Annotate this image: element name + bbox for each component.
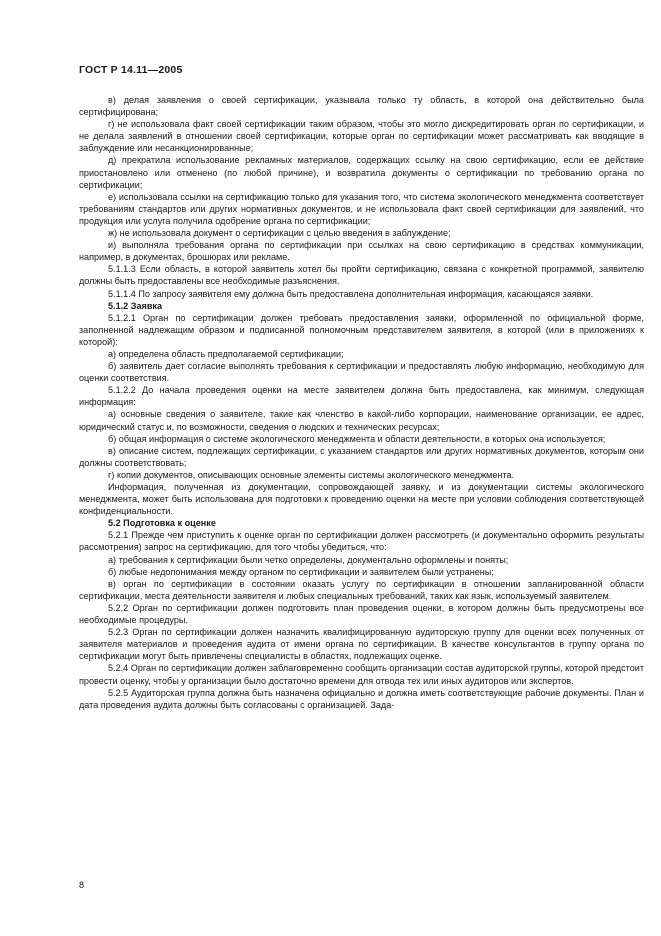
paragraph: 5.1.2.1 Орган по сертификации должен требовать предоставления заявки, оформленной по официальной форме, заполненной надлежащим образом и подписанной полномочным представителем заявителя, в которой (или в приложениях к которой): [79,312,644,347]
paragraph: 5.1.2.2 До начала проведения оценки на месте заявителем должна быть предоставлена, как минимум, следующая информация: [79,385,644,408]
paragraph: а) требования к сертификации были четко определены, документально оформлены и поняты; [108,554,509,565]
paragraph: 5.2.5 Аудиторская группа должна быть назначена официально и должна иметь соответствующие рабочие документы. План и дата проведения аудита должны быть согласованы с организацией. Зада- [79,687,644,710]
paragraph: д) прекратила использование рекламных материалов, содержащих ссылку на свою сертификацию, если ее действие приостановлено или отменено (по любой причине), и возвратила документы о сертификации по требованию органа по сертификации; [79,155,644,190]
paragraph: а) основные сведения о заявителе, такие как членство в какой-либо корпорации, наименование организации, ее адрес, юридический статус и, по возможности, сведения о людских и технических ресурсах; [79,409,644,432]
paragraph: 5.2.4 Орган по сертификации должен заблаговременно сообщить организации состав аудиторской группы, которой предстоит провести оценку, чтобы у организации было достаточно времени для отвода тех или иных аудиторов или экспертов. [79,663,644,686]
document-header: ГОСТ Р 14.11—2005 [79,64,183,76]
paragraph: б) общая информация о системе экологического менеджмента и области деятельности, в которых она используется; [108,433,606,444]
paragraph: ж) не использовала документ о сертификации с целью введения в заблуждение; [108,228,451,239]
paragraph: б) любые недопонимания между органом по сертификации и заявителем были устранены; [108,566,494,577]
section-heading: 5.1.2 Заявка [108,300,163,311]
paragraph: г) не использовала факт своей сертификации таким образом, чтобы это могло дискредитировать орган по сертификации, и не делала заявлений в отношении своей сертификации, которые орган по сертификации может рассматривать как вводящие в заблуждение или несанкционированные; [79,119,644,154]
paragraph: г) копии документов, описывающих основные элементы системы экологического менеджмента. [108,469,515,480]
section-heading: 5.2 Подготовка к оценке [108,518,216,529]
paragraph: и) выполняла требования органа по сертификации при ссылках на свою сертификацию в средствах коммуникации, например, в документах, брошюрах или рекламе. [79,240,644,263]
paragraph: 5.1.1.3 Если область, в которой заявитель хотел бы пройти сертификацию, связана с конкретной программой, заявителю должны быть предоставлены все необходимые разъяснения. [79,264,644,287]
paragraph: в) описание систем, подлежащих сертификации, с указанием стандартов или других нормативных документов, которым они должны соответствовать; [79,445,644,468]
document-body [79,94,644,711]
paragraph: 5.1.1.4 По запросу заявителя ему должна быть предоставлена дополнительная информация, касающаяся заявки. [108,288,594,299]
paragraph: 5.2.1 Прежде чем приступить к оценке орган по сертификации должен рассмотреть (и документально оформить результаты рассмотрения) запрос на сертификацию, для того чтобы убедиться, что: [79,530,644,553]
paragraph: 5.2.2 Орган по сертификации должен подготовить план проведения оценки, в котором должны быть предусмотрены все необходимые процедуры. [79,602,644,626]
paragraph: в) делая заявления о своей сертификации, указывала только ту область, в которой она действительно была сертифицирована; [79,95,644,118]
paragraph: 5.2.3 Орган по сертификации должен назначить квалифицированную аудиторскую группу для оценки всех полученных от заявителя материалов и проведения аудита от имени органа по сертификации. В качестве консультантов в группу органа по сертификации могут быть привлечены специалисты в областях, подлежащих оценке. [79,627,644,662]
paragraph: б) заявитель дает согласие выполнять требования к сертификации и предоставлять любую информацию, необходимую для оценки соответствия. [79,361,644,384]
page-number: 8 [79,880,85,890]
paragraph: е) использовала ссылки на сертификацию только для указания того, что система экологического менеджмента соответствует требованиям стандартов или других нормативных документов, и не использовала факт своей сертификации для заявлений, что продукция или услуга получила одобрение органа по сертификации; [79,191,644,226]
paragraph: а) определена область предполагаемой сертификации; [108,348,344,359]
paragraph: Информация, полученная из документации, сопровождающей заявку, и из документации системы экологического менеджмента, может быть использована для подготовки к проведению оценки на месте при условии соблюдения соответствующей конфиденциальности. [79,482,644,517]
paragraph: в) орган по сертификации в состоянии оказать услугу по сертификации в отношении запланированной области сертификации, места деятельности заявителя и любых специальных требований, таких как язык, используемый заявителем. [79,578,644,601]
